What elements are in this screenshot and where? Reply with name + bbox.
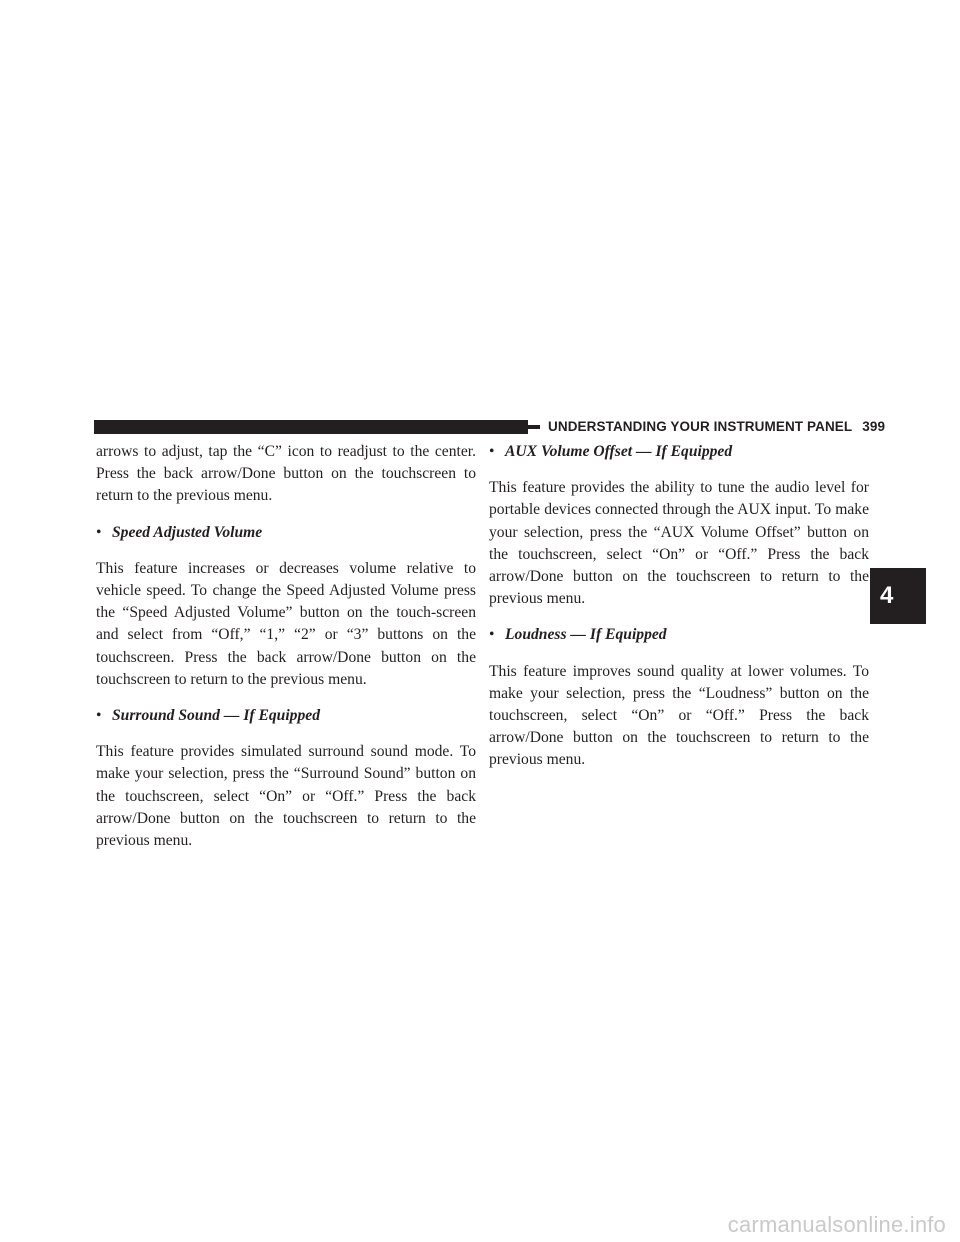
bullet-icon: • xyxy=(96,523,102,541)
header-rule-connector xyxy=(528,425,540,429)
section-title: UNDERSTANDING YOUR INSTRUMENT PANEL xyxy=(548,419,853,434)
bullet-icon: • xyxy=(489,443,495,460)
bullet-surround-sound xyxy=(96,705,476,727)
left-column xyxy=(96,441,476,866)
loudness-body: This feature improves sound quality at lower volumes. To make your selection, press the “Loudness” button on the touchscreen, select “On” or “Off.” Press the back arrow/Done button on the touchscreen to return to the previous menu. xyxy=(489,662,869,769)
header-rule xyxy=(94,420,528,434)
right-column xyxy=(489,441,869,786)
bullet-heading: Surround Sound — If Equipped xyxy=(112,707,320,725)
bullet-icon: • xyxy=(489,626,495,644)
bullet-icon: • xyxy=(96,707,102,725)
aux-volume-offset-body: This feature provides the ability to tune the audio level for portable devices connected through the AUX input. To make your selection, press the “AUX Volume Offset” button on the touchscreen, select “On” or “Off.” Press the back arrow/Done button on the touchscreen to return to the previous menu. xyxy=(489,479,869,608)
running-header xyxy=(548,418,885,436)
bullet-loudness xyxy=(489,624,869,646)
bullet-heading: AUX Volume Offset — If Equipped xyxy=(505,443,733,460)
page-number: 399 xyxy=(862,419,886,434)
surround-sound-body: This feature provides simulated surround sound mode. To make your selection, press the “Surround Sound” button on the touchscreen, select “On” or “Off.” Press the back arrow/Done button on the touchscreen to return to the previous menu. xyxy=(96,743,476,850)
intro-paragraph: arrows to adjust, tap the “C” icon to readjust to the center. Press the back arrow/Done button on the touchscreen to return to the previous menu. xyxy=(96,443,476,505)
watermark: carmanualsonline.info xyxy=(727,1212,946,1237)
bullet-heading: Loudness — If Equipped xyxy=(505,626,667,644)
chapter-tab: 4 xyxy=(870,568,926,624)
bullet-aux-volume-offset xyxy=(489,441,869,463)
bullet-heading: Speed Adjusted Volume xyxy=(112,523,263,541)
bullet-speed-adjusted-volume xyxy=(96,522,476,544)
speed-adjusted-volume-body: This feature increases or decreases volume relative to vehicle speed. To change the Speed Adjusted Volume press the “Speed Adjusted Volume” button on the touch-screen and select from “Off,” “1,” “2” or “3” buttons on the touchscreen. Press the back arrow/Done button on the touchscreen to return to the previous menu. xyxy=(96,559,476,688)
